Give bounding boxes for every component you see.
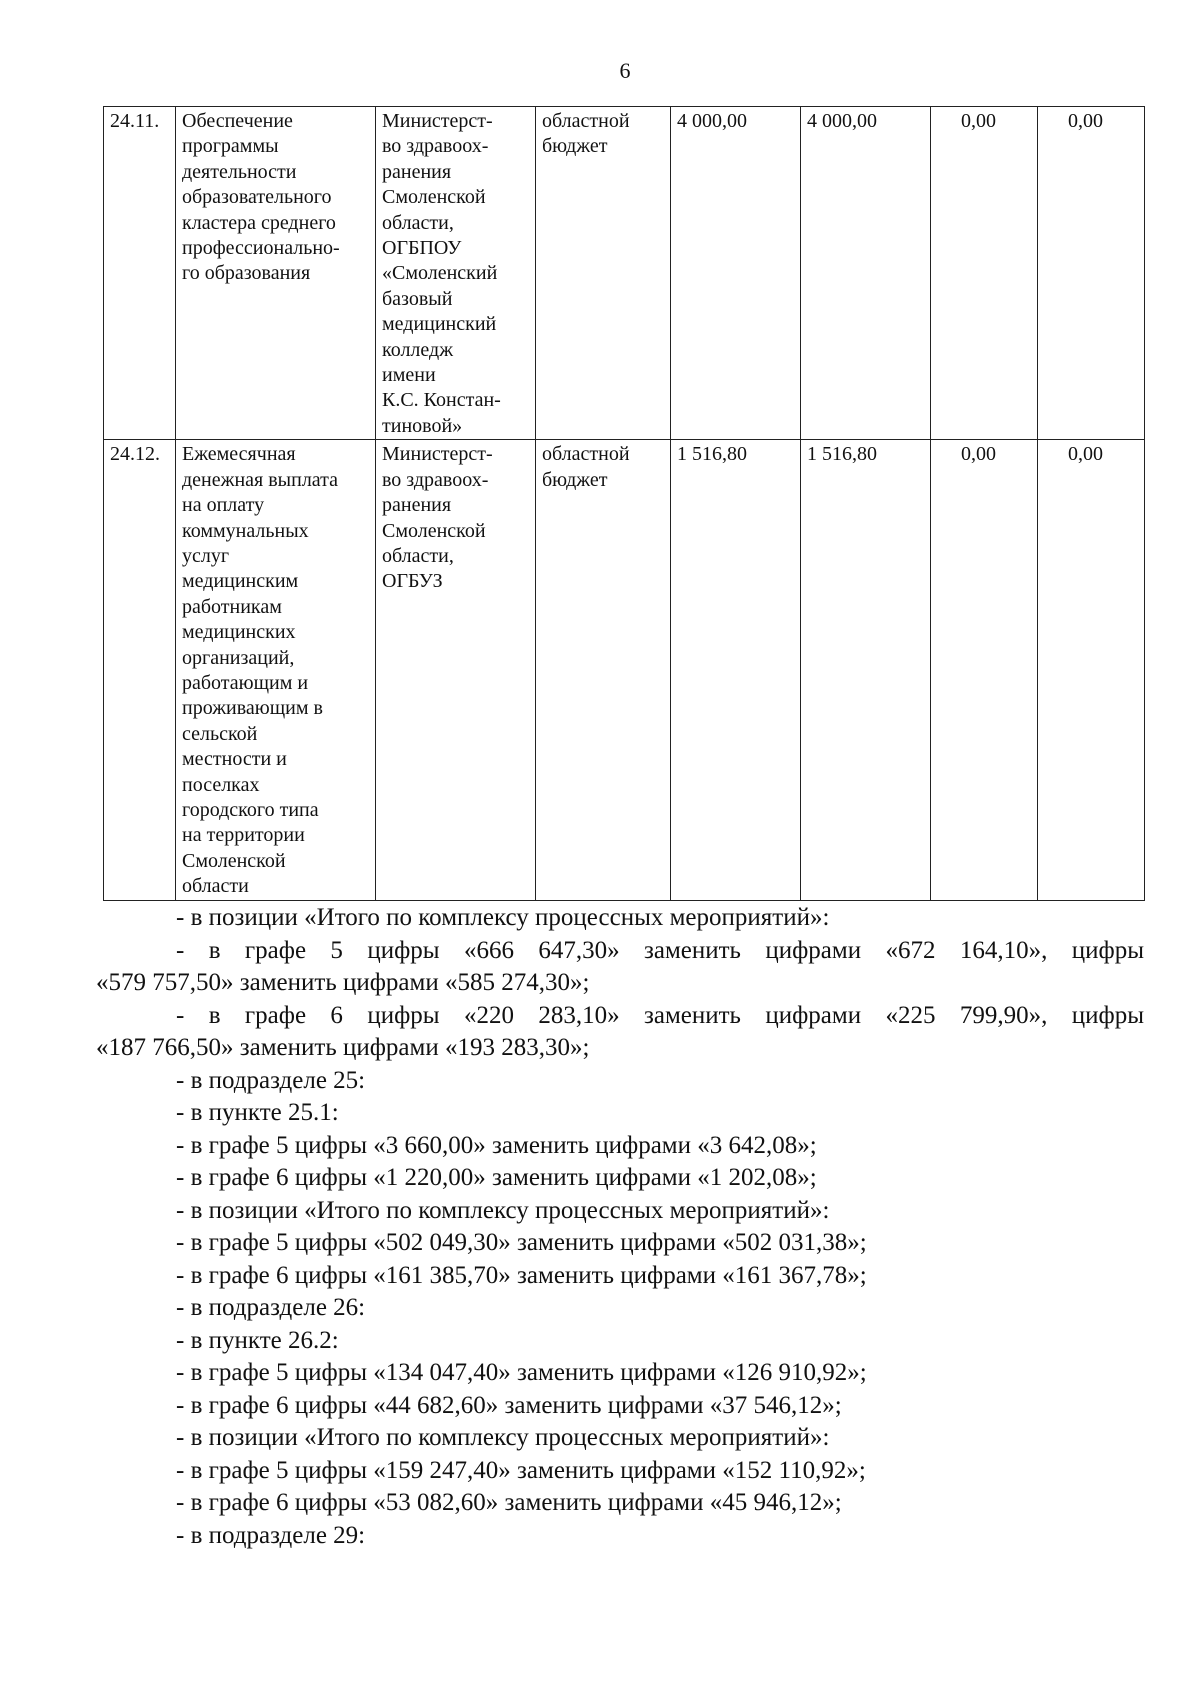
row-number-cell: 24.11. <box>104 107 176 440</box>
year1-amount-cell: 4 000,00 <box>801 107 931 440</box>
text-line: - в графе 6 цифры «161 385,70» заменить цифрами «161 367,78»; <box>176 1261 867 1289</box>
text-line: - в позиции «Итого по комплексу процессных мероприятий»: <box>176 1424 830 1451</box>
activity-name-cell: Ежемесячная денежная выплата на оплату коммунальных услуг медицинским работникам медицинских организаций, работающим и проживающим в сельской местности и поселках городского типа на территории Смоленской области <box>176 440 376 900</box>
funding-source-cell: областной бюджет <box>536 440 671 900</box>
text-line: - в позиции «Итого по комплексу процессных мероприятий»: <box>176 1196 830 1224</box>
text-line: «579 757,50» заменить цифрами «585 274,30»; <box>96 969 590 996</box>
activity-name-cell: Обеспечение программы деятельности образовательного кластера среднего профессионально- го образования <box>176 107 376 440</box>
total-amount-cell: 4 000,00 <box>671 107 801 440</box>
executor-cell: Министерст- во здравоох- ранения Смоленской области, ОГБУЗ <box>376 440 536 900</box>
table-row <box>104 440 1145 900</box>
text-line: - в графе 5 цифры «502 049,30» заменить цифрами «502 031,38»; <box>176 1229 867 1256</box>
text-line: - в подразделе 25: <box>176 1066 366 1094</box>
text-line: - в графе 5 цифры «159 247,40» заменить цифрами «152 110,92»; <box>176 1456 866 1484</box>
year3-amount-cell: 0,00 <box>1038 107 1145 440</box>
text-line: - в графе 6 цифры «1 220,00» заменить цифрами «1 202,08»; <box>176 1164 817 1191</box>
text-line: - в пункте 25.1: <box>176 1099 339 1126</box>
year1-amount-cell: 1 516,80 <box>801 440 931 900</box>
text-line: - в подразделе 29: <box>176 1521 366 1549</box>
text-line: - в графе 6 цифры «220 283,10» заменить цифрами «225 799,90», цифры <box>176 1001 1144 1029</box>
text-line: - в пункте 26.2: <box>176 1326 339 1354</box>
text-line: - в графе 5 цифры «134 047,40» заменить цифрами «126 910,92»; <box>176 1359 867 1386</box>
amendment-text <box>96 902 1144 1552</box>
table-row <box>104 107 1145 440</box>
text-line: - в позиции «Итого по комплексу процессных мероприятий»: <box>176 904 830 931</box>
funding-source-cell: областной бюджет <box>536 107 671 440</box>
text-line: - в графе 6 цифры «53 082,60» заменить цифрами «45 946,12»; <box>176 1489 842 1516</box>
budget-table <box>103 106 1145 901</box>
text-line: - в графе 5 цифры «666 647,30» заменить цифрами «672 164,10», цифры <box>176 936 1144 964</box>
text-line: - в подразделе 26: <box>176 1294 366 1321</box>
text-line: - в графе 5 цифры «3 660,00» заменить цифрами «3 642,08»; <box>176 1131 817 1159</box>
text-line: «187 766,50» заменить цифрами «193 283,30»; <box>96 1034 590 1061</box>
executor-cell: Министерст- во здравоох- ранения Смоленской области, ОГБПОУ «Смоленский базовый медицинский колледж имени К.С. Констан- тиновой» <box>376 107 536 440</box>
text-line: - в графе 6 цифры «44 682,60» заменить цифрами «37 546,12»; <box>176 1391 842 1419</box>
row-number-cell: 24.12. <box>104 440 176 900</box>
year3-amount-cell: 0,00 <box>1038 440 1145 900</box>
year2-amount-cell: 0,00 <box>931 440 1038 900</box>
page-number: 6 <box>619 58 631 83</box>
total-amount-cell: 1 516,80 <box>671 440 801 900</box>
year2-amount-cell: 0,00 <box>931 107 1038 440</box>
